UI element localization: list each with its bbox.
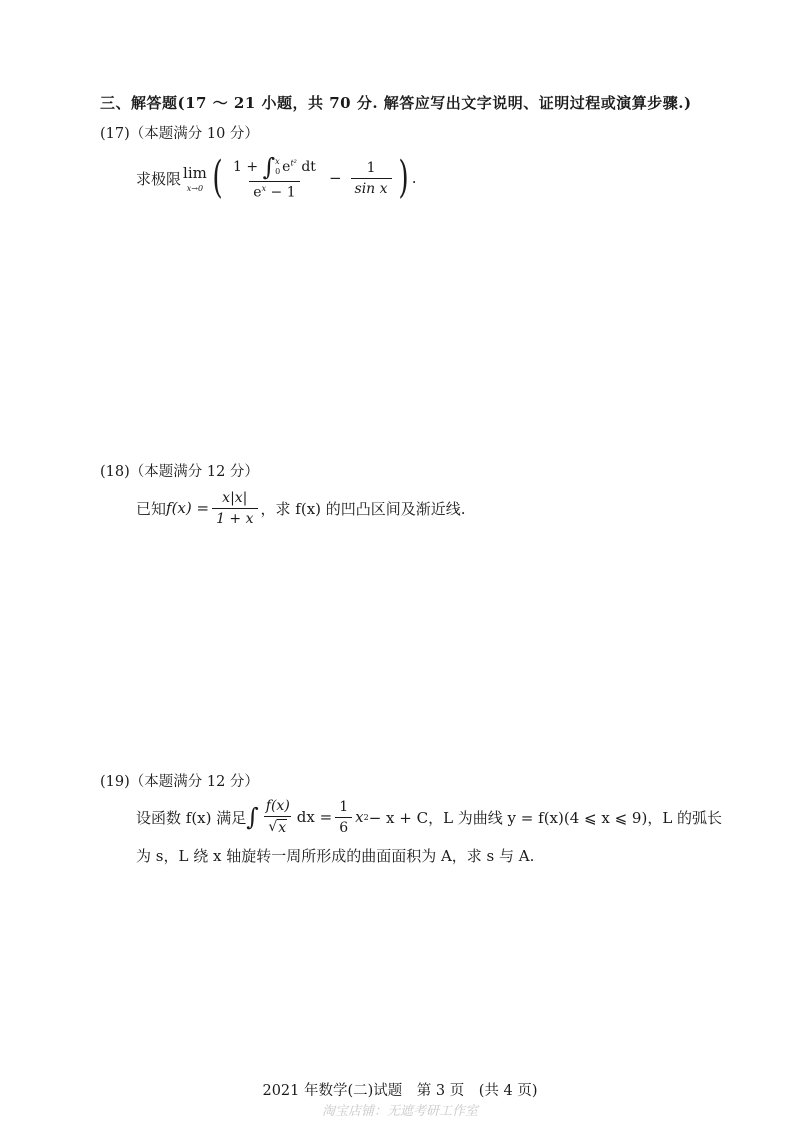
question-17-body: 求极限 lim x→0 ( 1 + ∫ x 0 $e^{t^2}$ dt $e^x - 1$ − $\frac{1}{\text{sin x}}$ ) . [136, 152, 417, 203]
integral-sign: ∫ [246, 803, 259, 831]
section-header: 三、解答题(17 ～ 21 小题，共 70 分. 解答应写出文字说明、证明过程或演算步骤.) [100, 94, 692, 112]
question-19-line-1: 设函数 f(x) 满足 ∫ f(x) √ x dx = $\frac{1}{6}$ x 2 − x + C，L 为曲线 y = f(x)(4 ⩽ x ⩽ 9)，L 的弧长 [136, 798, 723, 836]
fraction-a: 1 + ∫ x 0 $e^{t^2}$ dt $e^x - 1$ [233, 153, 316, 201]
question-19-label: (19)（本题满分 12 分） [100, 774, 259, 790]
fraction-fx-sqrt: f(x) √ x [265, 798, 290, 836]
left-paren: ( [212, 152, 223, 203]
fraction-fx: $\frac{x|x|}{1 + x}$ [212, 490, 257, 527]
sqrt-sign: √ x [268, 819, 287, 836]
question-17-label: (17)（本题满分 10 分） [100, 126, 259, 142]
limit-operator: lim x→0 [183, 163, 207, 193]
question-18-label: (18)（本题满分 12 分） [100, 464, 259, 480]
question-18-body: 已知 f(x) = $\frac{x|x|}{1 + x}$ ，求 f(x) 的凹凸区间及渐近线. [136, 489, 466, 527]
right-paren: ) [397, 152, 409, 203]
integral-sign: ∫ [262, 153, 276, 182]
watermark: 淘宝店铺：无遮考研工作室 [321, 1104, 478, 1119]
page-footer: 2021 年数学(二)试题 第 3 页 (共 4 页) [262, 1083, 538, 1099]
question-17-prefix: 求极限 [136, 169, 182, 188]
fraction-b: $\frac{1}{\text{sin x}}$ [351, 160, 392, 197]
question-19-line-2: 为 s，L 绕 x 轴旋转一周所形成的曲面面积为 A，求 s 与 A. [136, 846, 535, 865]
fraction-coef: $\frac{1}{6}$ [335, 799, 352, 836]
